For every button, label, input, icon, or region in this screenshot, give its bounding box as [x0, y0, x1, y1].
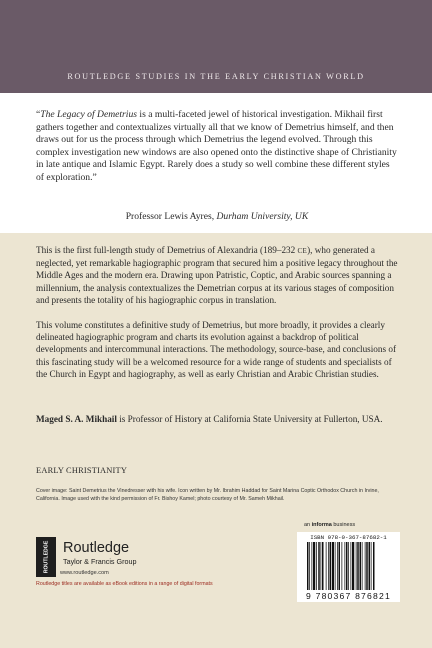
description-paragraph-1: [36, 244, 402, 306]
barcode-bar: [330, 542, 332, 590]
barcode-bar: [326, 542, 327, 590]
barcode-bar: [357, 542, 359, 590]
barcode-bar: [360, 542, 362, 590]
endorsement-quote: [36, 109, 398, 185]
barcode-bar: [362, 542, 363, 590]
subject-category: EARLY CHRISTIANITY: [36, 466, 128, 475]
barcode-bar: [348, 542, 349, 590]
barcode: [297, 532, 400, 602]
barcode-digits: 9 780367 876821: [306, 591, 391, 601]
publisher-group: Taylor & Francis Group: [63, 557, 137, 566]
barcode-bar: [356, 542, 357, 590]
era-label: CE: [297, 247, 308, 255]
barcode-bar: [352, 542, 354, 590]
description-p1-end: ), who generated a neglected, yet remarkable hagiographic program that secured him a positive legacy throughout the Middle Ages and the modern era. Drawing upon Patristic, Coptic, and Arabic sources spanning a millennium, the analysis contextualizes the Demetrian corpus at its various stages of composition and presents the totality of his hagiographic corpus in translation.: [36, 245, 398, 305]
barcode-bar: [337, 542, 338, 590]
informa-suffix: business: [331, 522, 356, 528]
barcode-bar: [351, 542, 352, 590]
barcode-bar: [307, 542, 309, 590]
author-bio-text: is Professor of History at California State University at Fullerton, USA.: [116, 414, 383, 424]
barcode-bar: [369, 542, 371, 590]
barcode-bar: [312, 542, 313, 590]
ebook-note: Routledge titles are available as eBook editions in a range of digital formats: [36, 581, 213, 587]
publisher-name: Routledge: [63, 540, 130, 556]
barcode-bar: [366, 542, 368, 590]
series-title: ROUTLEDGE STUDIES IN THE EARLY CHRISTIAN WORLD: [67, 72, 365, 81]
barcode-bar: [309, 542, 310, 590]
author-name: Maged S. A. Mikhail: [36, 414, 117, 424]
barcode-bar: [371, 542, 372, 590]
publisher-url: www.routledge.com: [60, 570, 109, 576]
barcode-bar: [339, 542, 341, 590]
barcode-bar: [345, 542, 346, 590]
barcode-bar: [322, 542, 324, 590]
informa-business-label: [304, 522, 355, 528]
barcode-bar: [335, 542, 336, 590]
author-bio: [36, 413, 402, 425]
barcode-bar: [346, 542, 348, 590]
description-p1-start: This is the first full-length study of Demetrius of Alexandria (189–232: [36, 245, 298, 255]
barcode-bar: [342, 542, 343, 590]
barcode-bars-icon: [307, 542, 390, 590]
barcode-bar: [373, 542, 375, 590]
logo-mark-text: ROUTLEDGE: [43, 540, 50, 574]
quote-text: is a multi-faceted jewel of historical investigation. Mikhail first gathers together and contextualizes virtually all that we know of Demetrius himself, and then draws out for us the process through which Demetrius the legend evolved. Through this complex investigation new windows are also opened onto the distinctive shape of Christianity in late antique and Islamic Egypt. Rarely does a study so well combine these different styles of exploration.”: [36, 109, 397, 183]
isbn-label: ISBN 978-0-367-87682-1: [310, 534, 387, 541]
informa-prefix: an: [304, 522, 312, 528]
description-paragraph-2: This volume constitutes a definitive study of Demetrius, but more broadly, it provides a clearly delineated hagiographic program and charts its evolution against a backdrop of political developments and intercommunal interactions. The methodology, source-base, and conclusions of this fascinating study will be a welcomed resource for a wide range of students and specialists of the Church in Egypt and hagiography, as well as early Christian and Arabic Christian studies.: [36, 320, 397, 379]
barcode-bar: [321, 542, 322, 590]
cover-image-credits: Cover image: Saint Demetrius the Vinedresser with his wife. Icon written by Mr. Ibrahim Haddad for Saint Marina Coptic Orthodox Church in Irvine, California. Image used with the kind permission of Fr. Bishoy Kamel; photo courtesy of Mr. Sameh Mikhail.: [36, 488, 379, 502]
barcode-bar: [365, 542, 366, 590]
open-quote: “: [36, 109, 41, 120]
routledge-logo-icon: [36, 537, 56, 577]
quote-book-title: The Legacy of Demetrius: [40, 109, 137, 120]
barcode-bar: [328, 542, 329, 590]
informa-brand: informa: [311, 522, 332, 528]
barcode-bar: [318, 542, 320, 590]
endorsement-attribution: [36, 211, 398, 222]
barcode-bar: [313, 542, 315, 590]
barcode-bar: [316, 542, 317, 590]
endorser-name: Professor Lewis Ayres,: [125, 211, 217, 222]
endorser-affiliation: Durham University, UK: [216, 211, 309, 222]
barcode-bar: [332, 542, 334, 590]
